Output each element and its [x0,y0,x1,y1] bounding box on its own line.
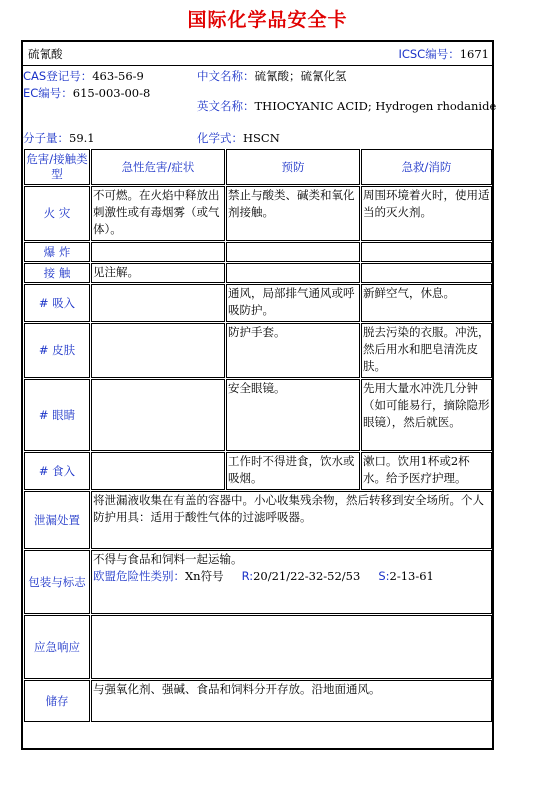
header-divider [23,65,492,66]
skin-prevention: 防护手套。 [226,323,360,378]
eu-value: Xn符号 [185,569,224,583]
packaging-line2 [93,568,490,585]
en-name-value: THIOCYANIC ACID; Hydrogen rhodanide [254,99,497,113]
explosion-symptoms [91,242,225,262]
ingestion-symptoms [91,452,225,490]
row-label-inhalation: # 吸入 [24,284,90,322]
formula-label: 化学式： [197,131,243,145]
row-label-explosion: 爆 炸 [24,242,90,262]
skin-first-aid: 脱去污染的衣服。冲洗，然后用水和肥皂清洗皮肤。 [361,323,492,378]
table-row [24,186,492,241]
table-row [24,550,492,614]
row-label-contact: 接 触 [24,263,90,283]
r-label: R: [241,569,254,583]
eyes-first-aid: 先用大量水冲洗几分钟（如可能易行，摘除隐形眼镜），然后就医。 [361,379,492,451]
table-row [24,615,492,679]
cn-name-label: 中文名称： [197,69,255,83]
eu-label: 欧盟危险性类别： [93,569,185,583]
row-label-emergency: 应急响应 [24,615,90,679]
r-value: 20/21/22-32-52/53 [253,569,361,583]
ec-value: 615-003-00-8 [72,86,151,100]
row-label-packaging: 包装与标志 [24,550,90,614]
table-row [24,452,492,490]
ingestion-first-aid: 漱口。饮用1杯或2杯水。给予医疗护理。 [361,452,492,490]
eyes-symptoms [91,379,225,451]
table-header-row [24,149,492,185]
table-row [24,263,492,283]
cas-value: 463-56-9 [92,69,144,83]
skin-symptoms [91,323,225,378]
icsc-value: 1671 [459,47,489,61]
contact-first-aid [361,263,492,283]
inhalation-symptoms [91,284,225,322]
explosion-first-aid [361,242,492,262]
inhalation-first-aid: 新鲜空气，休息。 [361,284,492,322]
s-label: S: [378,569,390,583]
row-label-storage: 储存 [24,680,90,722]
table-row [24,680,492,722]
icsc-number [398,47,489,62]
icsc-label: ICSC编号： [398,47,460,61]
chinese-name [197,69,347,84]
packaging-line1: 不得与食品和饲料一起运输。 [93,552,243,566]
mw-label: 分子量： [23,131,69,145]
ec-label: EC编号： [23,86,73,100]
ingestion-prevention: 工作时不得进食，饮水或吸烟。 [226,452,360,490]
chemical-name: 硫氰酸 [28,47,63,61]
explosion-prevention [226,242,360,262]
fire-first-aid: 周围环境着火时，使用适当的灭火剂。 [361,186,492,241]
en-name-label: 英文名称： [197,99,255,113]
leak-text: 将泄漏液收集在有盖的容器中。小心收集残余物，然后转移到安全场所。个人防护用具：适用于酸性气体的过滤呼吸器。 [91,491,492,549]
english-name [197,99,496,114]
table-row [24,491,492,549]
contact-prevention [226,263,360,283]
packaging-cell [91,550,492,614]
ec-number [23,86,150,101]
hazard-table [23,148,493,723]
emergency-text [91,615,492,679]
fire-prevention: 禁止与酸类、碱类和氧化剂接触。 [226,186,360,241]
header-type: 危害/接触类型 [24,149,90,185]
table-row [24,284,492,322]
inhalation-prevention: 通风，局部排气通风或呼吸防护。 [226,284,360,322]
table-row [24,242,492,262]
cas-number [23,69,144,84]
molecular-weight [23,131,95,146]
cn-name-value: 硫氰酸；硫氰化氢 [254,69,347,83]
row-label-skin: # 皮肤 [24,323,90,378]
card-title: 国际化学品安全卡 [187,9,348,31]
storage-text: 与强氧化剂、强碱、食品和饲料分开存放。沿地面通风。 [91,680,492,722]
formula-value: HSCN [243,131,280,145]
row-label-fire: 火 灾 [24,186,90,241]
row-label-leak: 泄漏处置 [24,491,90,549]
table-row [24,379,492,451]
row-label-eyes: # 眼睛 [24,379,90,451]
s-value: 2-13-61 [389,569,434,583]
mw-value: 59.1 [69,131,95,145]
header-first-aid: 急救/消防 [361,149,492,185]
chemical-formula [197,131,280,146]
table-row [24,323,492,378]
fire-symptoms: 不可燃。在火焰中释放出刺激性或有毒烟雾（或气体）。 [91,186,225,241]
header-symptoms: 急性危害/症状 [91,149,225,185]
row-label-ingestion: # 食入 [24,452,90,490]
header-prevention: 预防 [226,149,360,185]
contact-symptoms: 见注解。 [91,263,225,283]
cas-label: CAS登记号： [23,69,93,83]
safety-card [21,40,497,750]
eyes-prevention: 安全眼镜。 [226,379,360,451]
